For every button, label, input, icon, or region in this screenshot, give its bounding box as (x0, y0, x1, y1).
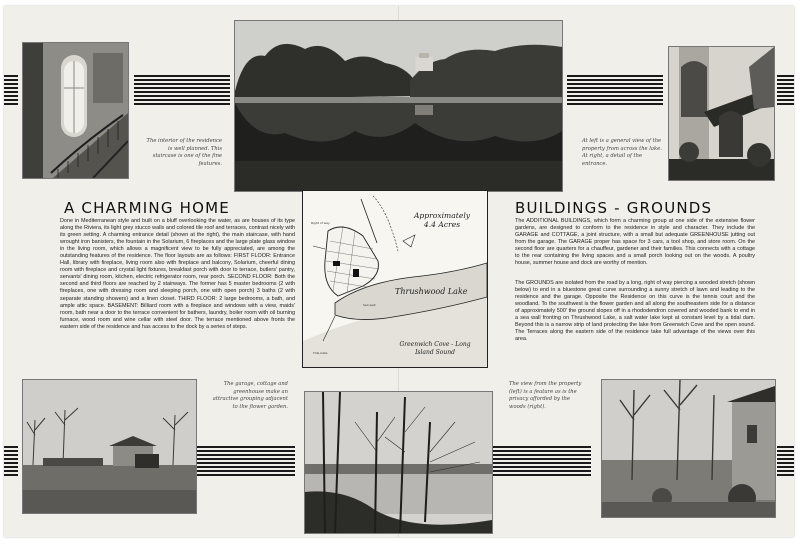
caption-garage: The garage, cottage and greenhouse make an attractive grouping adjacent to the flower garden. (212, 381, 288, 410)
map-lake-label: Thrushwood Lake (395, 287, 468, 296)
map-tide-gate-label: Tide Gate (313, 351, 328, 355)
staircase-photo (22, 42, 129, 179)
lake-view-photo (234, 20, 563, 192)
stripe-decoration-top-right-middle (567, 75, 663, 107)
entrance-photo (668, 46, 775, 181)
stripe-decoration-bottom-middle (197, 446, 295, 478)
stripe-decoration-top-right (777, 75, 794, 107)
garage-cottage-photo (22, 379, 197, 514)
property-map (302, 190, 488, 368)
water-view-photo (304, 391, 493, 534)
woods-photo (601, 379, 776, 518)
stripe-decoration-top-middle (134, 75, 230, 107)
caption-privacy: The view from the property (left) is a feature as is the privacy afforded by the woods (right). (509, 381, 582, 410)
stripe-decoration-bottom-right-middle (493, 446, 591, 478)
heading-buildings-grounds: BUILDINGS - GROUNDS (515, 199, 713, 217)
map-right-of-way-label: Right of way (311, 221, 330, 225)
heading-charming-home: A CHARMING HOME (64, 199, 230, 217)
map-sea-wall-label: Sea wall (363, 303, 376, 307)
stripe-decoration-top-left (4, 75, 18, 107)
stripe-decoration-bottom-left (4, 446, 18, 478)
stripe-decoration-bottom-right (777, 446, 794, 478)
caption-general-view: At left is a general view of the property from across the lake. At right, a detail of the entrance. (582, 138, 662, 167)
buildings-description-text: The ADDITIONAL BUILDINGS, which form a charming group at one side of the extensive flower gardens, are designed to conform to the residence in style and character. They include the GARAGE and COTTAGE, a joint structure, with a small but adequate GREENHOUSE jutting out from the garage. The GARAGE proper has space for 3 cars, a tool shop, and store room. On the second floor are quarters for a chauffeur, gardener and their families. This connects with a cottage to the rear containing the living spaces and a small porch looking out on the woods. A poultry house, summer house and dock are worthy of mention. (515, 218, 755, 267)
map-cove-label: Greenwich Cove - Long Island Sound (399, 341, 471, 356)
map-acres-label: Approximately 4.4 Acres (413, 211, 471, 229)
grounds-description-text: The GROUNDS are isolated from the road by a long, right of way piercing a wooded stretch (shown below) to end in a bluestone great curve surrounding a sunny stretch of lawn and leading to the residence and the garage. Opposite the Residence on this curve is the tennis court and the woodland. To the southwest is the flower garden and all along the southeastern side for a distance of approximately 500' the ground slopes off in a rhododendron covered and wooded bank to end in a sea wall fronting on Thrushwood Lake, a salt water lake kept at constant level by a tidal dam. Beyond this is a narrow strip of land protecting the lake from Greenwich Cove and the open sound. The Terraces along the eastern side of the residence take full advantage of the views over this area. (515, 280, 755, 343)
caption-staircase: The interior of the residence is well planned. This staircase is one of the fine features. (146, 138, 222, 167)
home-description-text: Done in Mediterranean style and built on a bluff overlooking the water, as are houses of its type along the Riviera, its light grey stucco walls and colored tile roof and terraces, contrast nicely with its green setting. A charming entrance detail (shown at the right), the main staircase, with hand wrought iron banisters, the fountain in the Solarium, 6 fireplaces and the large plate glass window in the living room, which allows a magnificent view to be fully appreciated, are among the outstanding features of the residence. The floor layouts are as follows: FIRST FLOOR: Entrance Hall, library with fireplace, living room also with fireplace and balcony, Solarium, cheerful dining room with fireplace and crystal light fixtures, breakfast porch with door to terrace, butlers' pantry, servants' dining room, kitchen, electric refrigerator room, rear porch. SECOND FLOOR: Both the second and third floors are reached by 2 stairways. The former has 5 master bedrooms (2 with fireplaces, one with dressing room and sleeping porch, one with open porch) 3 baths (2 with separate standing showers) and a linen closet. THIRD FLOOR: 2 large bedrooms, a bath, and ample attic space. BASEMENT: Billiard room with a fireplace and windows with a view, maids' room, bath near a door to the terrace convenient for bathers, laundry, boiler room with oil burning furnace, wood room and wine cellar with steel door. The terrace mentioned above fronts the eastern side of the residence and has access to the dock by a series of steps. (60, 218, 295, 330)
brochure-spread (4, 6, 794, 537)
